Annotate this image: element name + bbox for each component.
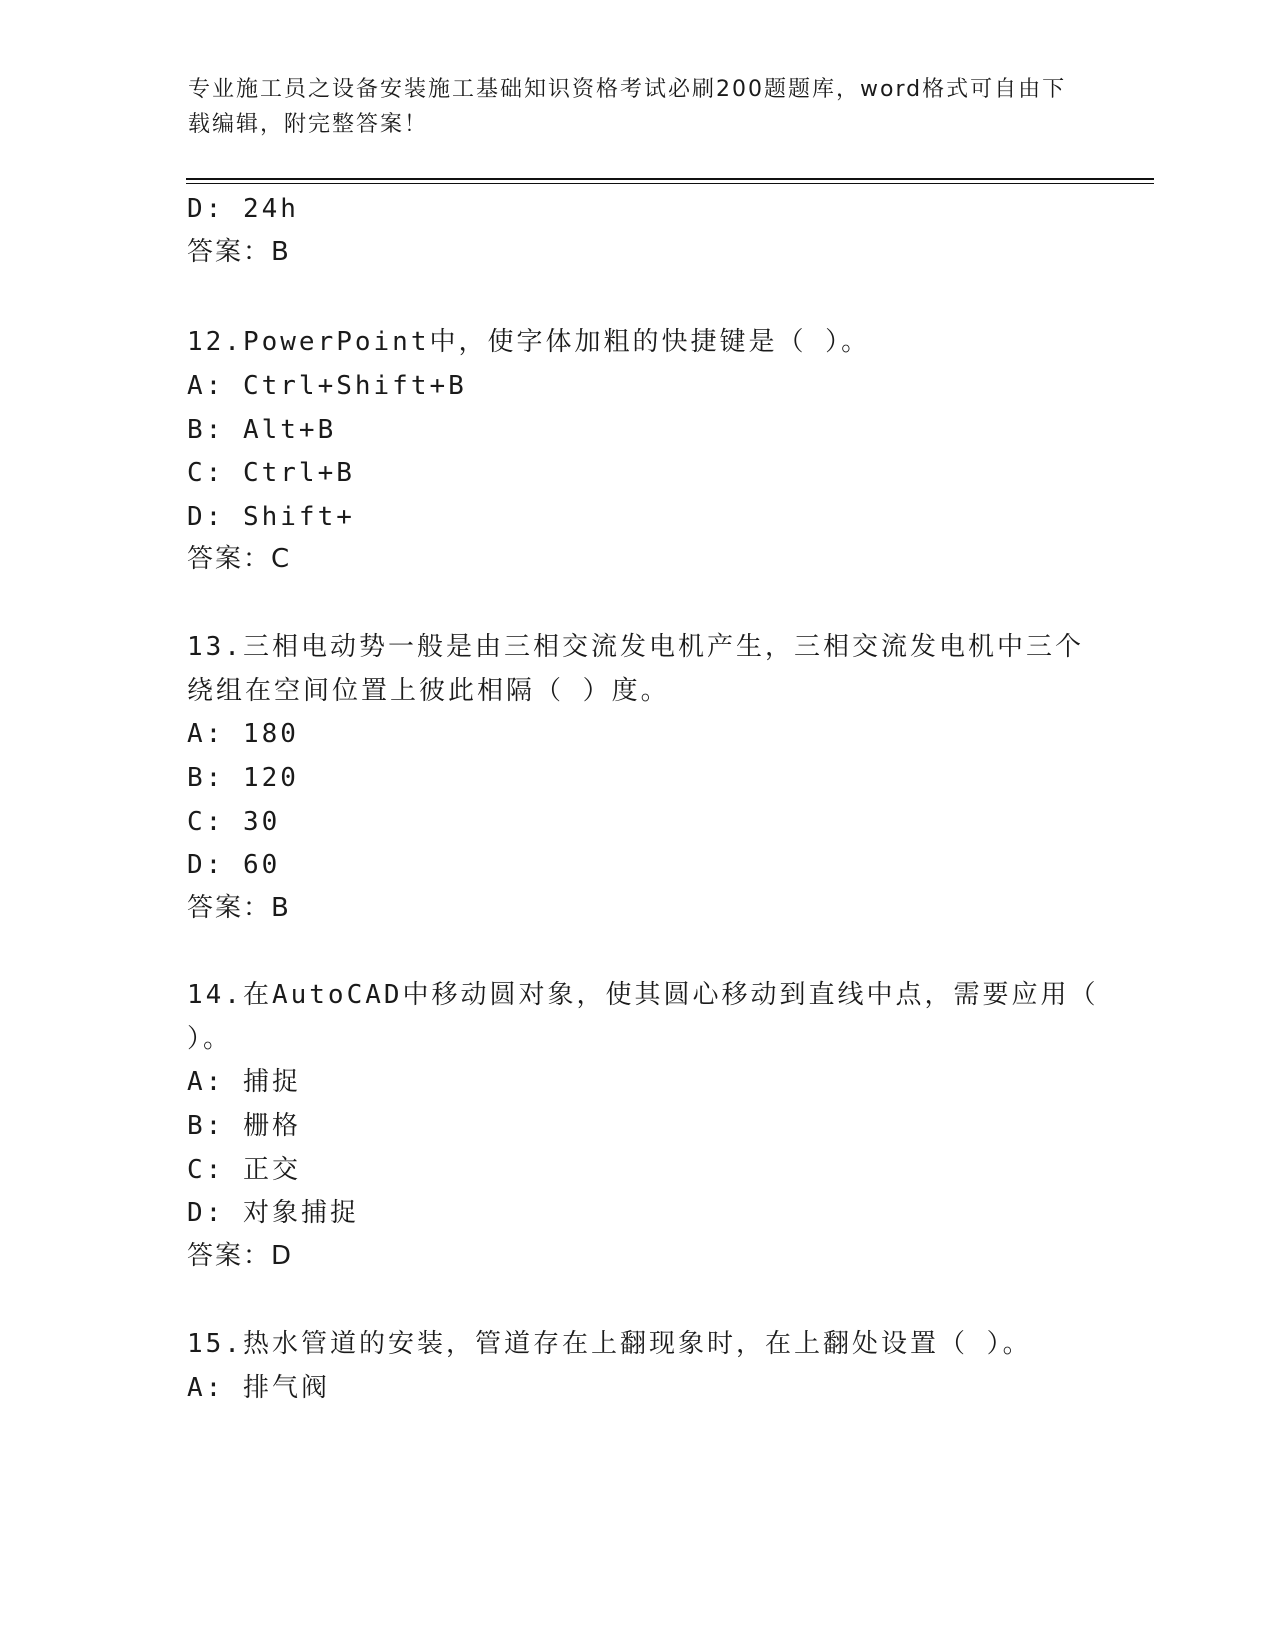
- q13-question-line2: 绕组在空间位置上彼此相隔（ ）度。: [187, 676, 670, 706]
- q12-option-d: D: Shift+: [187, 502, 355, 532]
- q13-option-a: A: 180: [187, 719, 299, 749]
- q11-answer: 答案：B: [187, 237, 291, 267]
- q13-option-c: C: 30: [187, 807, 281, 837]
- q14-option-a: A: 捕捉: [187, 1067, 301, 1097]
- q15-option-a: A: 排气阀: [187, 1373, 330, 1403]
- q14-question-line1: 14.在AutoCAD中移动圆对象，使其圆心移动到直线中点，需要应用（: [187, 980, 1099, 1010]
- q14-question-line2: ）。: [187, 1024, 233, 1054]
- header-divider-thick: [186, 178, 1154, 180]
- q13-option-d: D: 60: [187, 850, 281, 880]
- q13-option-b: B: 120: [187, 763, 299, 793]
- q12-answer: 答案：C: [187, 544, 292, 574]
- q14-option-d: D: 对象捕捉: [187, 1198, 359, 1228]
- header-divider-thin: [186, 183, 1154, 184]
- q13-answer: 答案：B: [187, 893, 291, 923]
- q13-question-line1: 13.三相电动势一般是由三相交流发电机产生，三相交流发电机中三个: [187, 632, 1084, 662]
- q14-option-b: B: 栅格: [187, 1111, 301, 1141]
- q12-option-c: C: Ctrl+B: [187, 458, 355, 488]
- q14-option-c: C: 正交: [187, 1155, 301, 1185]
- page-header-title: 专业施工员之设备安装施工基础知识资格考试必刷200题题库，word格式可自由下载编辑，附完整答案！: [188, 77, 1067, 137]
- q12-option-b: B: Alt+B: [187, 415, 337, 445]
- q15-question: 15.热水管道的安装，管道存在上翻现象时，在上翻处设置（ ）。: [187, 1329, 1032, 1359]
- q12-question: 12.PowerPoint中，使字体加粗的快捷键是（ ）。: [187, 327, 871, 357]
- q12-option-a: A: Ctrl+Shift+B: [187, 371, 467, 401]
- q14-answer: 答案：D: [187, 1241, 294, 1271]
- q11-option-d: D: 24h: [187, 194, 299, 224]
